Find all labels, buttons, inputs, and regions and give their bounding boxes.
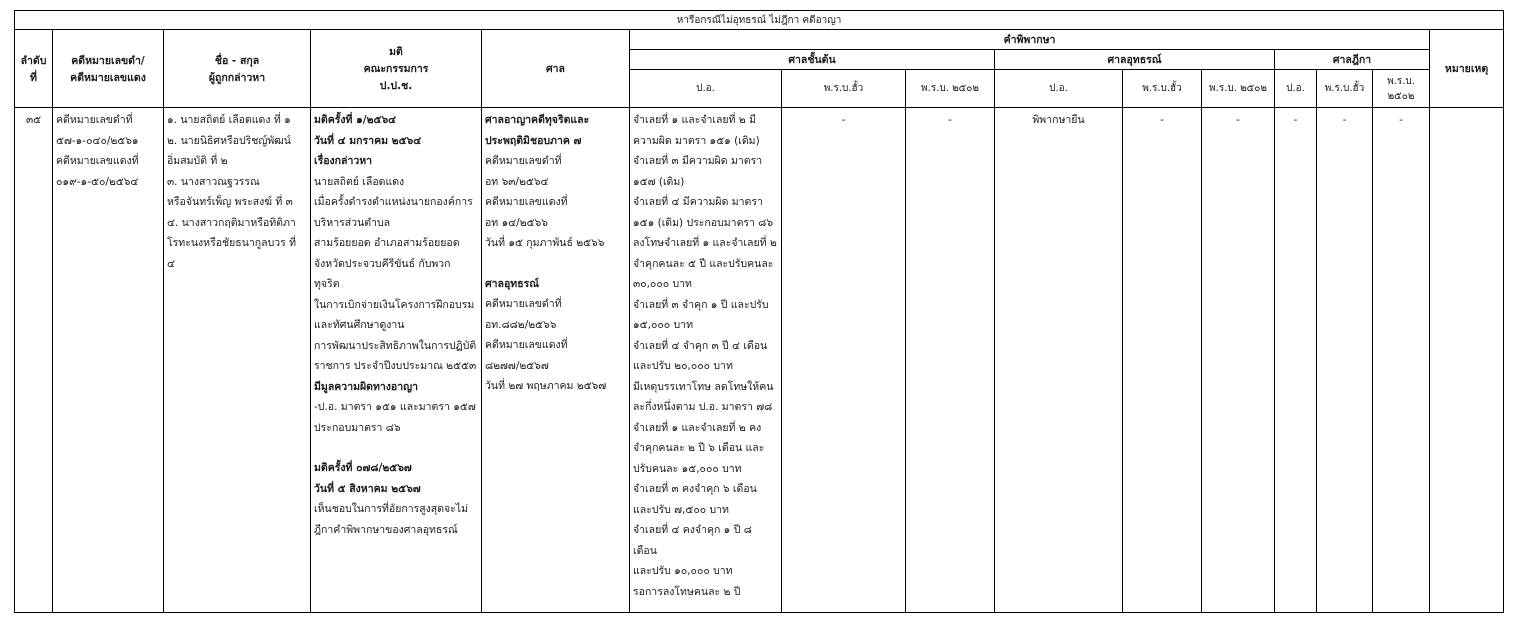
header-first-pbo: พ.ร.บ.ฮั้ว [782, 70, 906, 108]
header-supreme-penal: ป.อ. [1275, 70, 1317, 108]
table-title: หารือกรณีไม่อุทธรณ์ ไม่ฎีกา คดีอาญา [15, 11, 1504, 30]
seq-cell: ๓๕ [15, 108, 53, 613]
header-supreme-court: ศาลฎีกา [1275, 50, 1430, 70]
header-first-court: ศาลชั้นต้น [630, 50, 995, 70]
first-court-pbo-cell: - [782, 108, 906, 613]
first-court-penal-cell: จำเลยที่ ๑ และจำเลยที่ ๒ มี ความผิด มาตรา ๑๕๑ (เดิม) จำเลยที่ ๓ มีความผิด มาตรา ๑๕๗ (เดิม) จำเลยที่ ๔ มีความผิด มาตรา ๑๕๑ (เดิม) ประกอบมาตรา ๘๖ ลงโทษจำเลยที่ ๑ และจำเลยที่ ๒ จำคุกคนละ ๕ ปี และปรับคนละ ๓๐,๐๐๐ บาท จำเลยที่ ๓ จำคุก ๑ ปี และปรับ ๑๕,๐๐๐ บาท จำเลยที่ ๔ จำคุก ๓ ปี ๔ เดือน และปรับ ๒๐,๐๐๐ บาท มีเหตุบรรเทาโทษ ลดโทษให้คน ละกึ่งหนึ่งตาม ป.อ. มาตรา ๗๘ จำเลยที่ ๑ และจำเลยที่ ๒ คง จำคุกคนละ ๒ ปี ๖ เดือน และ ปรับคนละ ๑๕,๐๐๐ บาท จำเลยที่ ๓ คงจำคุก ๖ เดือน และปรับ ๗,๕๐๐ บาท จำเลยที่ ๔ คงจำคุก ๑ ปี ๘ เดือน และปรับ ๑๐,๐๐๐ บาท รอการลงโทษคนละ ๒ ปี [630, 108, 782, 613]
header-case-no: คดีหมายเลขดำ/ คดีหมายเลขแดง [53, 30, 164, 108]
appeal-court-penal-cell: พิพากษายืน [995, 108, 1123, 613]
header-appeal-act2502: พ.ร.บ. ๒๕๐๒ [1202, 70, 1275, 108]
header-name: ชื่อ - สกุล ผู้ถูกกล่าวหา [164, 30, 311, 108]
header-judgment: คำพิพากษา [630, 30, 1430, 50]
header-supreme-act2502: พ.ร.บ. ๒๕๐๒ [1373, 70, 1430, 108]
appeal-court-pbo-cell: - [1123, 108, 1202, 613]
header-supreme-pbo: พ.ร.บ.ฮั้ว [1317, 70, 1373, 108]
case-number-cell: คดีหมายเลขดำที่ ๕๗-๑-๐๔๐/๒๕๖๑ คดีหมายเลขแดงที่ ๐๑๙-๑-๕๐/๒๕๖๔ [53, 108, 164, 613]
header-remark: หมายเหตุ [1430, 30, 1504, 108]
court-cell: ศาลอาญาคดีทุจริตและ ประพฤติมิชอบภาค ๗ คดีหมายเลขดำที่ อท ๖๓/๒๕๖๔ คดีหมายเลขแดงที่ อท ๑๔/๒๕๖๖ วันที่ ๑๕ กุมภาพันธ์ ๒๕๖๖ ศาลอุทธรณ์ คดีหมายเลขดำที่ อท.๘๘๒/๒๕๖๖ คดีหมายเลขแดงที่ ๘๒๗๗/๒๕๖๗ วันที่ ๒๗ พฤษภาคม ๒๕๖๗ [482, 108, 630, 613]
supreme-court-act2502-cell: - [1373, 108, 1430, 613]
appeal-court-act2502-cell: - [1202, 108, 1275, 613]
supreme-court-pbo-cell: - [1317, 108, 1373, 613]
header-first-penal: ป.อ. [630, 70, 782, 108]
header-seq: ลำดับ ที่ [15, 30, 53, 108]
supreme-court-penal-cell: - [1275, 108, 1317, 613]
header-first-act2502: พ.ร.บ. ๒๕๐๒ [906, 70, 995, 108]
remark-cell [1430, 108, 1504, 613]
accused-names-cell: ๑. นายสถิตย์ เลือดแดง ที่ ๑ ๒. นายนิธิศหรือปริชญ์พัฒน์ อิ่มสมบัติ ที่ ๒ ๓. นางสาวณฐวรรณ หรือจันทร์เพ็ญ พระสงฆ์ ที่ ๓ ๔. นางสาวกฤติมาหรือทิติภา โรทะนงหรือชัยธนากูลบวร ที่ ๔ [164, 108, 311, 613]
case-table [14, 10, 1504, 613]
header-appeal-pbo: พ.ร.บ.ฮั้ว [1123, 70, 1202, 108]
first-court-act2502-cell: - [906, 108, 995, 613]
header-appeal-penal: ป.อ. [995, 70, 1123, 108]
table-row [15, 108, 1504, 613]
header-court: ศาล [482, 30, 630, 108]
header-appeal-court: ศาลอุทธรณ์ [995, 50, 1275, 70]
header-resolution: มติ คณะกรรมการ ป.ป.ช. [311, 30, 482, 108]
resolution-cell: มติครั้งที่ ๑/๒๕๖๔ วันที่ ๔ มกราคม ๒๕๖๔ เรื่องกล่าวหา นายสถิตย์ เลือดแดง เมื่อครั้งดำรงตำแหน่งนายกองค์การ บริหารส่วนตำบล สามร้อยยอด อำเภอสามร้อยยอด จังหวัดประจวบคีรีขันธ์ กับพวก ทุจริต ในการเบิกจ่ายเงินโครงการฝึกอบรม และทัศนศึกษาดูงาน การพัฒนาประสิทธิภาพในการปฏิบัติ ราชการ ประจำปีงบประมาณ ๒๕๕๓ มีมูลความผิดทางอาญา -ป.อ. มาตรา ๑๕๑ และมาตรา ๑๕๗ ประกอบมาตรา ๘๖ มติครั้งที่ ๐๗๘/๒๕๖๗ วันที่ ๕ สิงหาคม ๒๕๖๗ เห็นชอบในการที่อัยการสูงสุดจะไม่ ฎีกาคำพิพากษาของศาลอุทธรณ์ [311, 108, 482, 613]
